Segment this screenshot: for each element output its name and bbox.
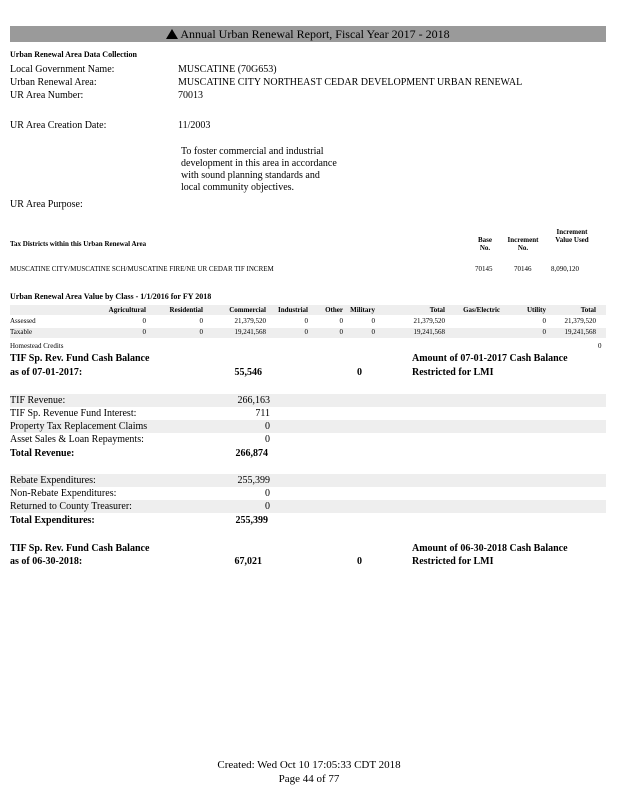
ur-area-label: Urban Renewal Area: (10, 77, 97, 88)
area-value-cell: 0 (542, 317, 546, 325)
revenue-item-value: 0 (265, 421, 270, 432)
ur-number-label: UR Area Number: (10, 90, 84, 101)
tax-district-name: MUSCATINE CITY/MUSCATINE SCH/MUSCATINE FIRE/NE UR CEDAR TIF INCREM (10, 265, 274, 273)
col-base-no: Base No. (478, 236, 492, 252)
expenditure-item-value: 0 (265, 501, 270, 512)
report-title: Annual Urban Renewal Report, Fiscal Year 2017 - 2018 (180, 27, 450, 41)
total-expenditures-value: 255,399 (235, 515, 268, 526)
area-value-cell: 19,241,568 (234, 328, 266, 336)
triangle-up-icon (166, 29, 178, 39)
area-value-row-label: Assessed (10, 317, 36, 325)
area-value-heading: Urban Renewal Area Value by Class - 1/1/2016 for FY 2018 (10, 292, 212, 301)
revenue-item-label: Asset Sales & Loan Repayments: (10, 434, 144, 445)
area-value-col-header: Total (429, 306, 445, 314)
area-value-cell: 21,379,520 (413, 317, 445, 325)
ur-purpose-label: UR Area Purpose: (10, 199, 83, 210)
revenue-band-1 (10, 394, 606, 407)
begin-balance-restricted: Restricted for LMI (412, 367, 494, 378)
area-value-col-header: Total (580, 306, 596, 314)
area-value-col-header: Gas/Electric (463, 306, 500, 314)
end-balance-restricted: Restricted for LMI (412, 556, 494, 567)
ur-purpose-value: To foster commercial and industrial development in this area in accordance with sound planning standards and local community objectives. (181, 146, 337, 193)
end-balance-right-label: Amount of 06-30-2018 Cash Balance (412, 543, 568, 554)
area-value-row-label: Taxable (10, 328, 33, 336)
creation-date-label: UR Area Creation Date: (10, 120, 107, 131)
end-balance-date: as of 06-30-2018: (10, 556, 83, 567)
footer-created: Created: Wed Oct 10 17:05:33 CDT 2018 (217, 759, 401, 771)
revenue-item-label: Property Tax Replacement Claims (10, 421, 148, 432)
end-balance-lmi: 0 (357, 556, 362, 567)
area-value-cell: 0 (304, 317, 308, 325)
footer-page: Page 44 of 77 (278, 773, 340, 785)
tax-district-increment: 70146 (514, 265, 532, 273)
area-value-col-header: Utility (526, 306, 546, 314)
area-value-cell: 19,241,568 (413, 328, 445, 336)
expenditure-item-label: Returned to County Treasurer: (10, 501, 132, 512)
revenue-item-label: TIF Sp. Revenue Fund Interest: (10, 408, 137, 419)
area-value-col-header: Other (325, 306, 343, 314)
begin-balance-lmi: 0 (357, 367, 362, 378)
collection-heading: Urban Renewal Area Data Collection (10, 50, 137, 59)
revenue-item-value: 266,163 (237, 395, 270, 406)
revenue-item-label: TIF Revenue: (10, 395, 66, 406)
area-value-col-header: Industrial (278, 306, 308, 314)
area-value-cell: 0 (542, 328, 546, 336)
local-gov-label: Local Government Name: (10, 64, 115, 75)
begin-balance-right-label: Amount of 07-01-2017 Cash Balance (412, 353, 568, 364)
area-value-cell: 0 (339, 328, 343, 336)
area-value-cell: 21,379,520 (234, 317, 266, 325)
col-increment-no: Increment No. (507, 236, 539, 252)
revenue-item-value: 0 (265, 434, 270, 445)
expenditure-item-label: Non-Rebate Expenditures: (10, 488, 117, 499)
homestead-value: 0 (598, 342, 602, 350)
area-value-col-header: Agricultural (108, 306, 146, 314)
expenditure-item-value: 255,399 (237, 475, 270, 486)
area-value-cell: 0 (142, 328, 146, 336)
col-increment-used: Increment Value Used (555, 228, 589, 244)
tax-districts-heading: Tax Districts within this Urban Renewal Area (10, 240, 147, 248)
total-expenditures-label: Total Expenditures: (10, 515, 95, 526)
end-balance-amount: 67,021 (234, 556, 262, 567)
report-header-bar (10, 26, 606, 42)
begin-balance-date: as of 07-01-2017: (10, 367, 83, 378)
area-value-cell: 0 (199, 328, 203, 336)
end-balance-label: TIF Sp. Rev. Fund Cash Balance (10, 543, 150, 554)
tax-district-base: 70145 (475, 265, 493, 273)
area-value-cell: 0 (142, 317, 146, 325)
begin-balance-amount: 55,546 (234, 367, 262, 378)
area-value-col-header: Military (350, 306, 375, 314)
area-value-cell: 0 (199, 317, 203, 325)
expenditure-item-label: Rebate Expenditures: (10, 475, 96, 486)
area-value-cell: 19,241,568 (564, 328, 596, 336)
homestead-label: Homestead Credits (10, 342, 64, 350)
total-revenue-label: Total Revenue: (10, 448, 75, 459)
total-revenue-value: 266,874 (235, 448, 268, 459)
expenditure-item-value: 0 (265, 488, 270, 499)
local-gov-value: MUSCATINE (70G653) (178, 64, 277, 75)
area-value-cell: 0 (339, 317, 343, 325)
begin-balance-label: TIF Sp. Rev. Fund Cash Balance (10, 353, 150, 364)
expenditure-band-1 (10, 474, 606, 487)
revenue-item-value: 711 (255, 408, 270, 419)
ur-number-value: 70013 (178, 90, 203, 101)
area-value-cell: 0 (371, 317, 375, 325)
creation-date-value: 11/2003 (178, 120, 211, 131)
tax-district-used: 8,090,120 (551, 265, 579, 273)
area-value-cell: 21,379,520 (564, 317, 596, 325)
area-value-cell: 0 (304, 328, 308, 336)
area-value-col-header: Residential (169, 306, 203, 314)
area-value-col-header: Commercial (229, 306, 266, 314)
area-value-cell: 0 (371, 328, 375, 336)
ur-area-value: MUSCATINE CITY NORTHEAST CEDAR DEVELOPMENT URBAN RENEWAL (178, 77, 523, 88)
